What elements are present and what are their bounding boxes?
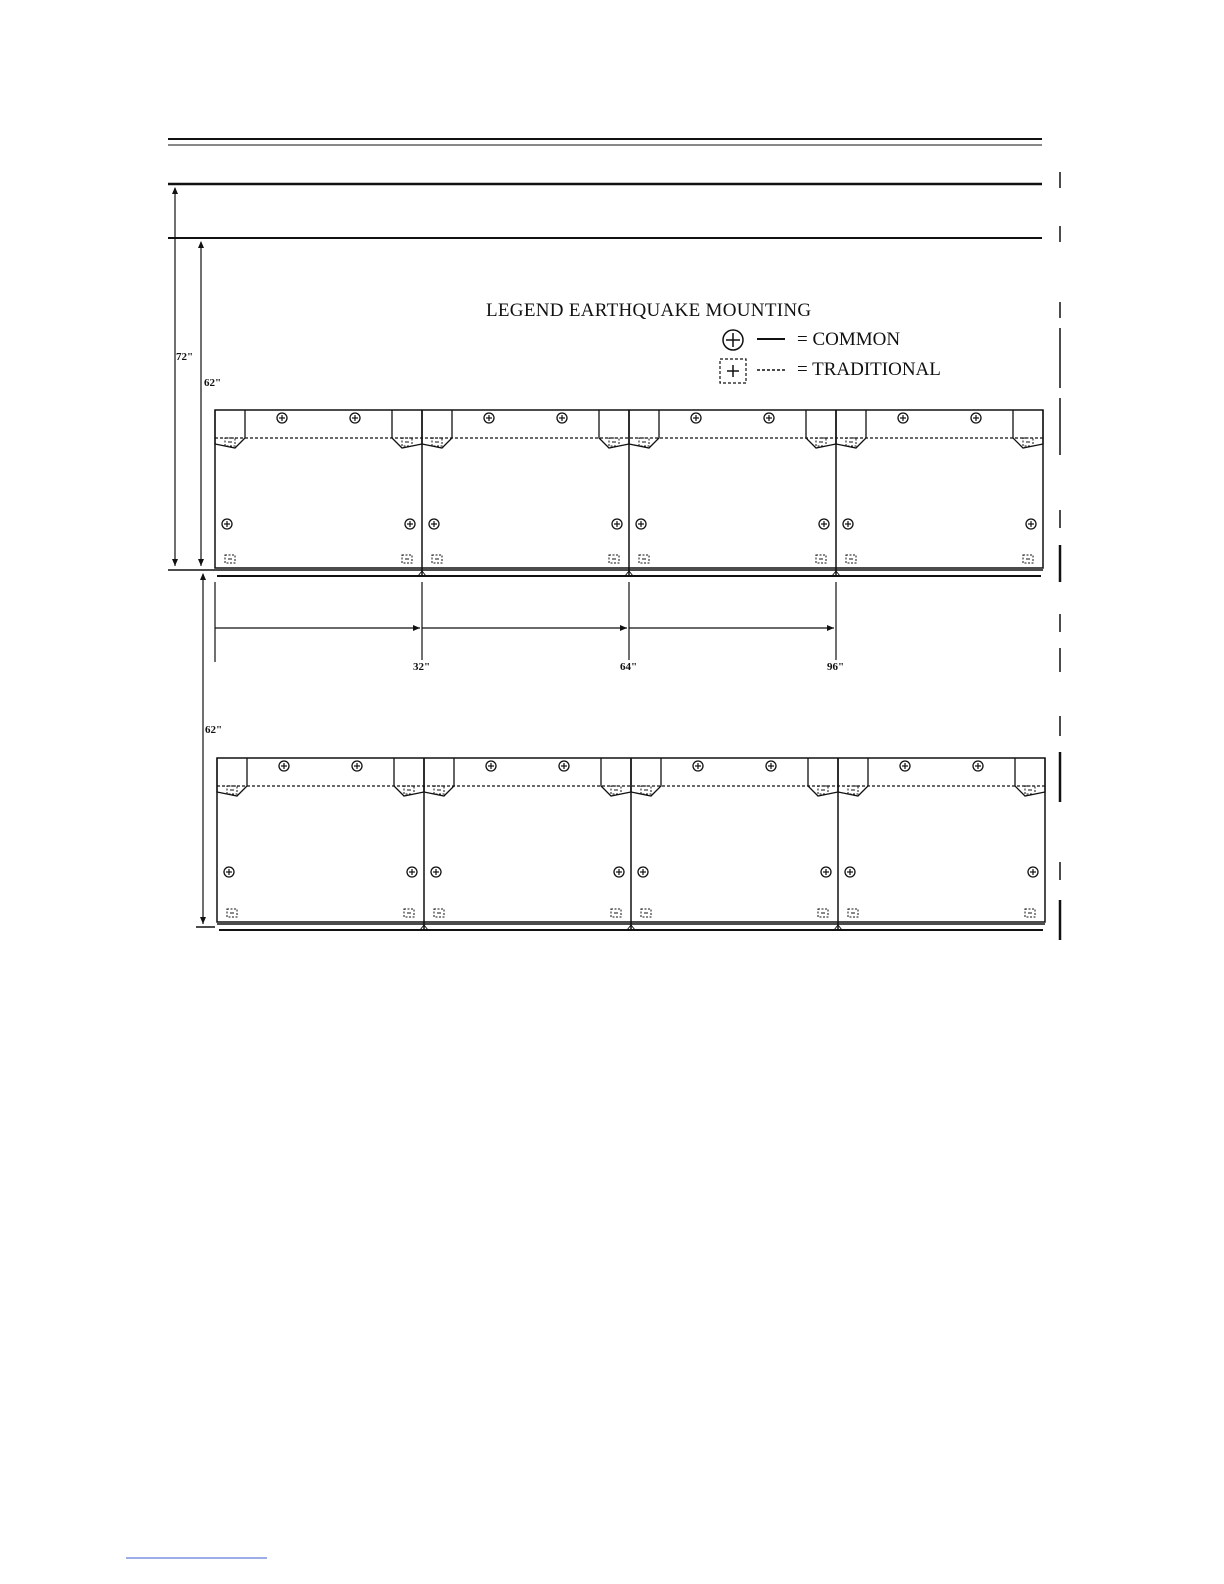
dimension-62-upper bbox=[201, 242, 221, 566]
cabinet-unit bbox=[832, 410, 1043, 576]
common-mount-icon bbox=[277, 413, 287, 423]
traditional-mount-icon bbox=[846, 555, 856, 563]
traditional-mount-icon bbox=[611, 909, 621, 917]
traditional-mount-icon bbox=[639, 555, 649, 563]
common-mount-icon bbox=[691, 413, 701, 423]
common-mount-icon bbox=[557, 413, 567, 423]
traditional-mount-icon bbox=[848, 786, 858, 794]
traditional-mount-icon bbox=[432, 438, 442, 446]
common-mount-icon bbox=[819, 519, 829, 529]
cabinet-unit bbox=[627, 758, 838, 930]
common-mount-icon bbox=[559, 761, 569, 771]
cabinet-row-lower bbox=[217, 758, 1045, 930]
common-mount-icon bbox=[843, 519, 853, 529]
traditional-mount-icon bbox=[816, 438, 826, 446]
dim-72-label: 72" bbox=[176, 351, 194, 363]
cabinet-unit bbox=[215, 410, 422, 563]
dim-62-upper-label: 62" bbox=[204, 377, 222, 389]
common-mount-icon bbox=[1026, 519, 1036, 529]
traditional-mount-icon bbox=[641, 786, 651, 794]
common-mount-icon bbox=[431, 867, 441, 877]
cabinet-row-upper bbox=[215, 410, 1043, 576]
traditional-mount-icon bbox=[225, 555, 235, 563]
traditional-mount-icon bbox=[641, 909, 651, 917]
common-mount-icon bbox=[764, 413, 774, 423]
common-mount-icon bbox=[350, 413, 360, 423]
common-mount-icon bbox=[352, 761, 362, 771]
traditional-mount-icon bbox=[402, 438, 412, 446]
cabinet-unit bbox=[420, 758, 631, 930]
common-mount-icon bbox=[486, 761, 496, 771]
cabinet-unit bbox=[418, 410, 629, 576]
traditional-mount-icon bbox=[404, 786, 414, 794]
traditional-mount-icon bbox=[848, 909, 858, 917]
common-mount-icon bbox=[766, 761, 776, 771]
traditional-mount-icon bbox=[1025, 909, 1035, 917]
common-mount-icon bbox=[407, 867, 417, 877]
dim-96-label: 96" bbox=[827, 661, 845, 673]
header-rule bbox=[168, 139, 1042, 145]
common-mount-icon bbox=[693, 761, 703, 771]
common-mount-icon bbox=[405, 519, 415, 529]
common-mount-icon bbox=[971, 413, 981, 423]
common-mount-icon bbox=[429, 519, 439, 529]
common-mount-icon bbox=[636, 519, 646, 529]
common-mount-icon bbox=[1028, 867, 1038, 877]
cabinet-unit bbox=[217, 758, 424, 917]
circled-plus-icon bbox=[723, 330, 743, 350]
dimension-62-lower bbox=[196, 574, 222, 927]
dim-32-label: 32" bbox=[413, 661, 431, 673]
common-mount-icon bbox=[222, 519, 232, 529]
traditional-mount-icon bbox=[1023, 555, 1033, 563]
traditional-mount-icon bbox=[434, 786, 444, 794]
common-mount-icon bbox=[821, 867, 831, 877]
common-mount-icon bbox=[614, 867, 624, 877]
common-mount-icon bbox=[612, 519, 622, 529]
traditional-mount-icon bbox=[227, 909, 237, 917]
traditional-mount-icon bbox=[402, 555, 412, 563]
common-mount-icon bbox=[224, 867, 234, 877]
common-mount-icon bbox=[279, 761, 289, 771]
legend bbox=[486, 300, 941, 383]
ceiling-lines bbox=[168, 184, 1042, 238]
common-mount-icon bbox=[973, 761, 983, 771]
traditional-mount-icon bbox=[225, 438, 235, 446]
common-mount-icon bbox=[900, 761, 910, 771]
dim-62-lower-label: 62" bbox=[205, 724, 223, 736]
traditional-mount-icon bbox=[639, 438, 649, 446]
traditional-mount-icon bbox=[227, 786, 237, 794]
traditional-mount-icon bbox=[1023, 438, 1033, 446]
traditional-mount-icon bbox=[434, 909, 444, 917]
dim-64-label: 64" bbox=[620, 661, 638, 673]
cabinet-unit bbox=[625, 410, 836, 576]
traditional-mount-icon bbox=[1025, 786, 1035, 794]
legend-title: LEGEND EARTHQUAKE MOUNTING bbox=[486, 300, 812, 321]
common-mount-icon bbox=[484, 413, 494, 423]
traditional-mount-icon bbox=[609, 438, 619, 446]
width-dimensions bbox=[215, 582, 844, 673]
traditional-mount-icon bbox=[432, 555, 442, 563]
cabinet-unit bbox=[834, 758, 1045, 930]
traditional-mount-icon bbox=[404, 909, 414, 917]
common-mount-icon bbox=[638, 867, 648, 877]
traditional-mount-icon bbox=[818, 909, 828, 917]
legend-traditional-label: = TRADITIONAL bbox=[797, 359, 941, 380]
traditional-mount-icon bbox=[611, 786, 621, 794]
common-mount-icon bbox=[898, 413, 908, 423]
traditional-mount-icon bbox=[609, 555, 619, 563]
legend-common-label: = COMMON bbox=[797, 329, 901, 350]
dashed-square-plus-icon bbox=[720, 359, 746, 383]
traditional-mount-icon bbox=[818, 786, 828, 794]
traditional-mount-icon bbox=[846, 438, 856, 446]
common-mount-icon bbox=[845, 867, 855, 877]
traditional-mount-icon bbox=[816, 555, 826, 563]
